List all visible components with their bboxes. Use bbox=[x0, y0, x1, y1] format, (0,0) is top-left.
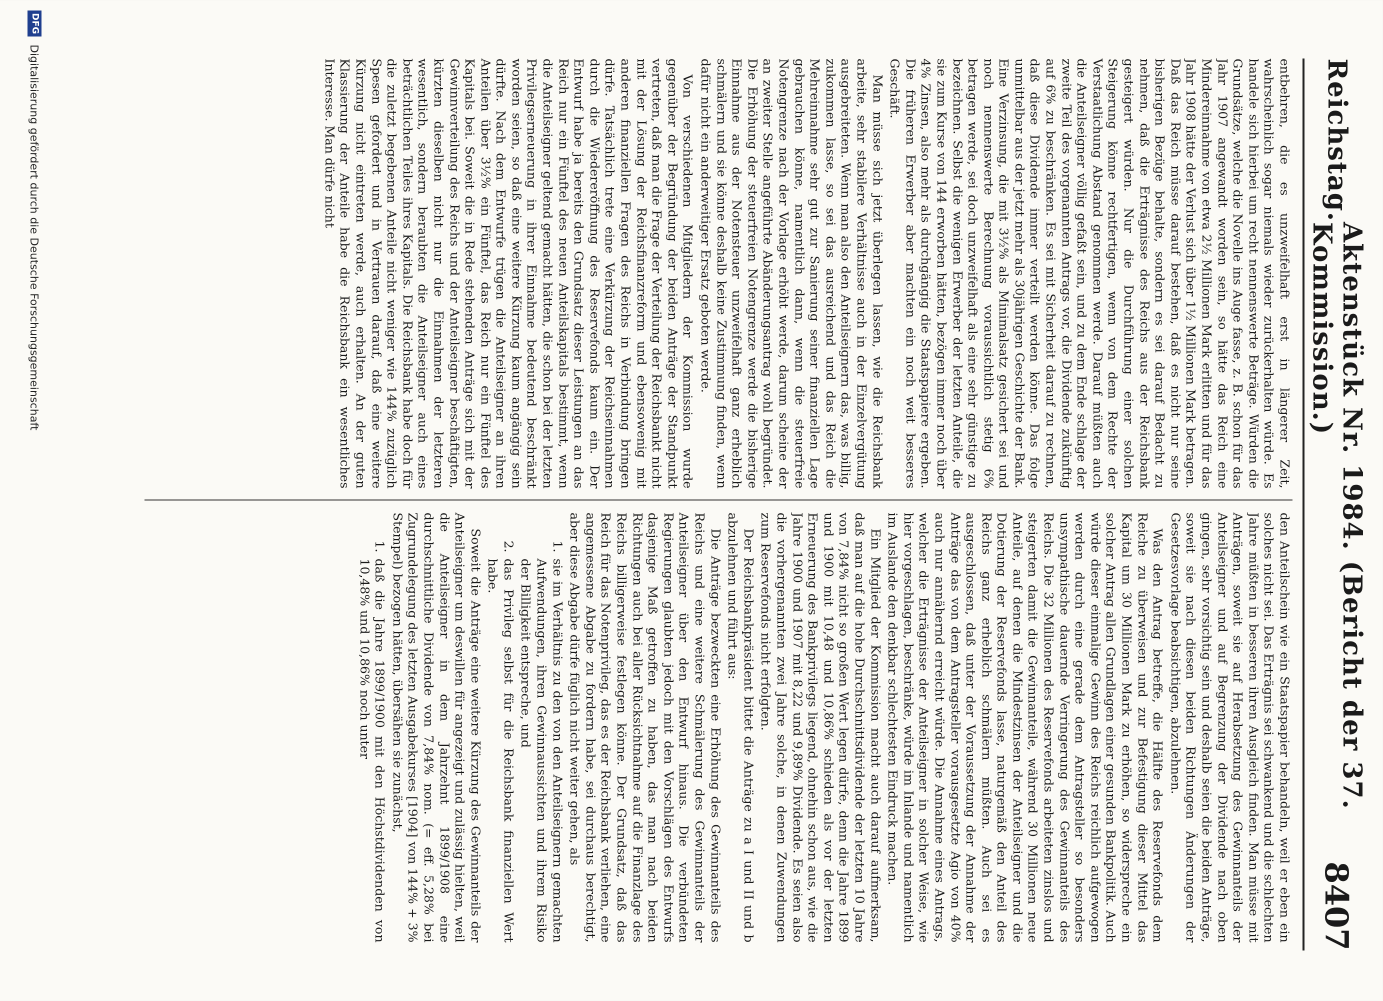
right-paragraph: Was den Antrag betreffe, die Hälfte des Reservefonds dem Reiche zu überweisen und zur Befestigung dieser Mittel das Kapital um 30 Millionen Mark zu erhöhen, so widerspreche ein solcher Antrag allen Grundlagen einer gesunden Bankpolitik. Auch würde dieser einmalige Gewinn des Reichs reichlich aufgewogen werden durch eine gerade dem Antragsteller so besonders unsympathische dauernde Verringerung des Gewinnanteils des Reichs. Die 32 Millionen des Reservefonds arbeiteten zinslos und steigerten damit die Gewinnanteile, während 30 Millionen neue Anteile, auf denen die Mindestzinsen der Anteilseigner und die Dotierung der Reservefonds lasse, naturgemäß den Anteil des Reichs ganz erheblich schmälern müßten. Auch sei es ausgeschlossen, daß unter der Voraussetzung der Annahme der Anträge das von dem Antragsteller vorausgesetzte Agio von 40% auch nur annähernd erreicht würde. Die Annahme eines Antrags, welcher die Erträgnisse der Anteilseigner in solcher Weise, wie hier vorgeschlagen, beschränke, würde im Inlande und namentlich im Auslande den denkbar schlechtesten Eindruck machen. bbox=[885, 512, 1166, 943]
header-left: Reichstag. bbox=[1321, 58, 1352, 222]
digitization-note: Digitalisierung gefördert durch die Deutsche Forschungsgemeinschaft bbox=[28, 44, 41, 431]
left-paragraph: entbehren, die es unzweifelhaft erst in längerer Zeit, wahrscheinlich sogar niemals wieder zurückerhalten würde. Es handele sich hierbei um recht nennenswerte Beträge. Würden die Grundsätze, welche die Novelle ins Auge fasse, z. B. schon für das Jahr 1907 angewandt worden sein, so hätte das Reich eine Mindereinnahme von etwa 2½ Millionen Mark erlitten und für das Jahr 1908 hätte der Verlust sich über 1½ Millionen Mark betragen. Daß das Reich müsse darauf bestehen, daß es nicht nur seine bisherigen Bezüge behalte, sondern es sei darauf Bedacht zu nehmen, daß die Erträgnisse des Reichs aus der Reichsbank gesteigert würden. Nur die Durchführung einer solchen Steigerung könne rechtfertigen, wenn von dem Rechte der Verstaatlichung Abstand genommen werde. Darauf müßten auch die Anteilseigner völlig gefaßt sein, und zu dem Ende schlage der zweite Teil des vorgenannten Antrags vor, die Dividende zukünftig auf 6% zu beschränken. Es sei mit Sicherheit darauf zu rechnen, daß diese Dividende immer verteilt werden könne. Das folge unmittelbar aus der jetzt mehr als 30jährigen Geschichte der Bank. Eine Verzinsung, die mit 3½% als Minimalsatz gesichert sei und noch nennenswerte Berechnung voraussichtlich stetig 6% betragen werde, sei doch unzweifelhaft als eine sehr günstige zu bezeichnen. Selbst die wenigen Erwerber der letzten Anteile, die sie zum Kurse von 144 erworben hätten, bezögen immer noch über 4% Zinsen, also mehr als durchgängig die Staatspapiere ergeben. Die früheren Erwerber aber machten ein noch weit besseres Geschäft. bbox=[887, 58, 1293, 489]
column-divider bbox=[145, 500, 1293, 501]
document-page bbox=[0, 1, 1383, 1001]
page-header bbox=[1306, 58, 1367, 951]
right-paragraph: den Anteilschein wie ein Staatspapier behandeln, weil er eben ein solches nicht sei. Das Erträgnis sei schwankend und die schlechten Jahre müßten in besseren ihren Ausgleich finden. Man müsse mit Anträgen, soweit sie auf Herabsetzung des Gewinnanteils der Anteilseigner und auf Begrenzung der Dividende nach oben gingen, sehr vorsichtig sein und deshalb seien die beiden Anträge, soweit sie nach diesen beiden Richtungen Änderungen der Gesetzesvorlage beabsichtigen, abzulehnen. bbox=[1168, 512, 1293, 943]
right-paragraph: Ein Mitglied der Kommission macht auch darauf aufmerksam, daß man auf die hohe Durchschnittsdividende der letzten 10 Jahre von 7,84% nicht so großen Wert legen dürfe, denn die Jahre 1899 und 1900 mit 10,48 und 10,86% schieden als vor der letzten Erneuerung des Bankprivilegs liegend, ohnehin schon aus, wie die Jahre 1900 und 1907 mit 8,22 und 9,89% Dividende. Es seien also die vorhergenannten zwei Jahre solche, in denen Zuwendungen zum Reservefonds nicht erfolgten. bbox=[758, 512, 884, 943]
list-number: 1. bbox=[372, 540, 388, 553]
right-paragraph: Soweit die Anträge eine weitere Kürzung des Gewinnanteils der Anteilseigner um deswillen für angezeigt und zulässig hielten, weil die Anteilseigner in dem Jahrzehnt 1899/1908 eine durchschnittliche Dividende von 7,84% nom. (= eff. 5,28% bei Zugrundelegung des letzten Ausgabekurses [1904] von 144% + 3% Stempel) bezogen hätten, übersähen sie zunächst, bbox=[390, 512, 484, 943]
left-column bbox=[130, 59, 1293, 489]
right-column bbox=[130, 513, 1293, 943]
list-text: daß die Jahre 1899/1900 mit den Höchstdividenden von 10,48% und 10,86% noch unter bbox=[357, 558, 388, 943]
list-text: das Privileg selbst für die Reichsbank finanziellen Wert habe. bbox=[485, 558, 517, 943]
dfg-logo-icon: DFG bbox=[28, 11, 42, 37]
right-paragraph: Der Reichsbankpräsident bittet die Anträge zu a I und II und b abzulehnen und führt aus: bbox=[725, 512, 757, 943]
left-paragraph: Man müsse sich jetzt überlegen lassen, wie die Reichsbank arbeite, sehr stabilere Verhältnisse auch in der Einzelvergütung ausgebreiteten. Wenn man also den Anteilseignern das, was billig, zukommen lasse, so sei das ausreichend und das Reich die Mehreinnahme sehr gut zur Sanierung seiner finanziellen Lage gebrauchen könne, namentlich dann, wenn die steuerfreie Notengrenze nach der Vorlage erhöht werde, darum scheine der an zweiter Stelle angeführte Abänderungsantrag wohl begründet. Die Erhöhung der steuerfreien Notengrenze werde die bisherige Einnahme aus der Notensteuer unzweifelhaft ganz erheblich schmälern und sie könne deshalb keine Zustimmung finden, wenn dafür nicht ein anderweitiger Ersatz geboten werde. bbox=[698, 58, 886, 489]
list-number: 2. bbox=[501, 540, 517, 553]
list-item bbox=[356, 513, 387, 943]
digitization-footer bbox=[0, 1, 70, 1001]
list-text: sie im Verhältnis zu den von den Anteilseignern gemachten Aufwendungen, ihren Gewinnaussichten und ihrem Risiko der Billigkeit entspreche, und bbox=[519, 558, 566, 943]
left-paragraph: Von verschiedenen Mitgliedern der Kommission wurde gegenüber der Begründung der beiden Anträge der Standpunkt vertreten, daß man die Frage der Verteilung der Reichsbankt nicht mit der Lösung der Reichsfinanzreform und ebensowenig mit anderen finanziellen Fragen des Reichs in Verbindung bringen dürfe. Tatsächlich trete eine Verkürzung der Reichseinnahmen durch die Wiedereröffnung des Reservefonds kaum ein. Der Entwurf habe ja bereits den Grundsatz dieser Leistungen an das Reich nur ein Fünftel des neuen Anteilskapitals bestimmt, wenn die Anteilseigner geltend gemacht hätten, die schon bei der letzten Privilegserneuerung in ihrer Einnahme bedeutend beschränkt worden seien, so daß eine weitere Kürzung kaum angängig sein dürfte. Nach dem Entwurfe trügen die Anteilseigner an ihren Anteilen über 3½% ein Fünftel, das Reich nur ein Fünftel des Kapitals bei. Soweit die in Rede stehenden Anträge sich mit der Gewinnverteilung des Reichs und der Anteilseigner beschäftigten, kürzten dieselben nicht nur die Einnahmen der letzteren wesentlich, sondern beraubten die Anteilseigner auch eines beträchtlichen Teiles ihres Kapitals. Die Reichsbank habe doch für die zuletzt begebenen Anteile nicht weniger wie 144% zuzüglich Spesen gefordert und in Vertrauen darauf, daß eine weitere Kürzung nicht eintreten werde, auch erhalten. An der guten Klassierung der Anteile habe die Reichsbank ein wesentliches Interesse. Man dürfe nicht bbox=[322, 58, 696, 489]
numbered-list-2 bbox=[356, 513, 387, 943]
list-number: 1. bbox=[550, 540, 566, 553]
header-rule bbox=[1303, 59, 1305, 951]
numbered-list bbox=[485, 513, 565, 943]
header-title: Aktenstück Nr. 1984. (Bericht der 37. Kommission.) bbox=[1306, 222, 1367, 810]
page-number: 8407 bbox=[1317, 861, 1356, 951]
list-item bbox=[518, 513, 565, 943]
right-paragraph: Die Anträge bezweckten eine Erhöhung des Gewinnanteils des Reichs und eine weitere Schmälerung des Gewinnanteils der Anteilseigner über den Entwurf hinaus. Die verbündeten Regierungen glaubten jedoch mit den Vorschlägen des Entwurfs dasjenige Maß getroffen zu haben, das man nach beiden Richtungen auch bei aller Rücksichtnahme auf die Finanzlage des Reichs billigerweise festlegen könne. Der Grundsatz, daß das Reich für das Notenprivileg, das es der Reichsbank verliehen, eine angemessene Abgabe zu fordern habe, sei durchaus berechtigt, aber diese Abgabe dürfe füglich nicht weiter gehen, als bbox=[567, 512, 724, 943]
list-item bbox=[485, 513, 516, 943]
